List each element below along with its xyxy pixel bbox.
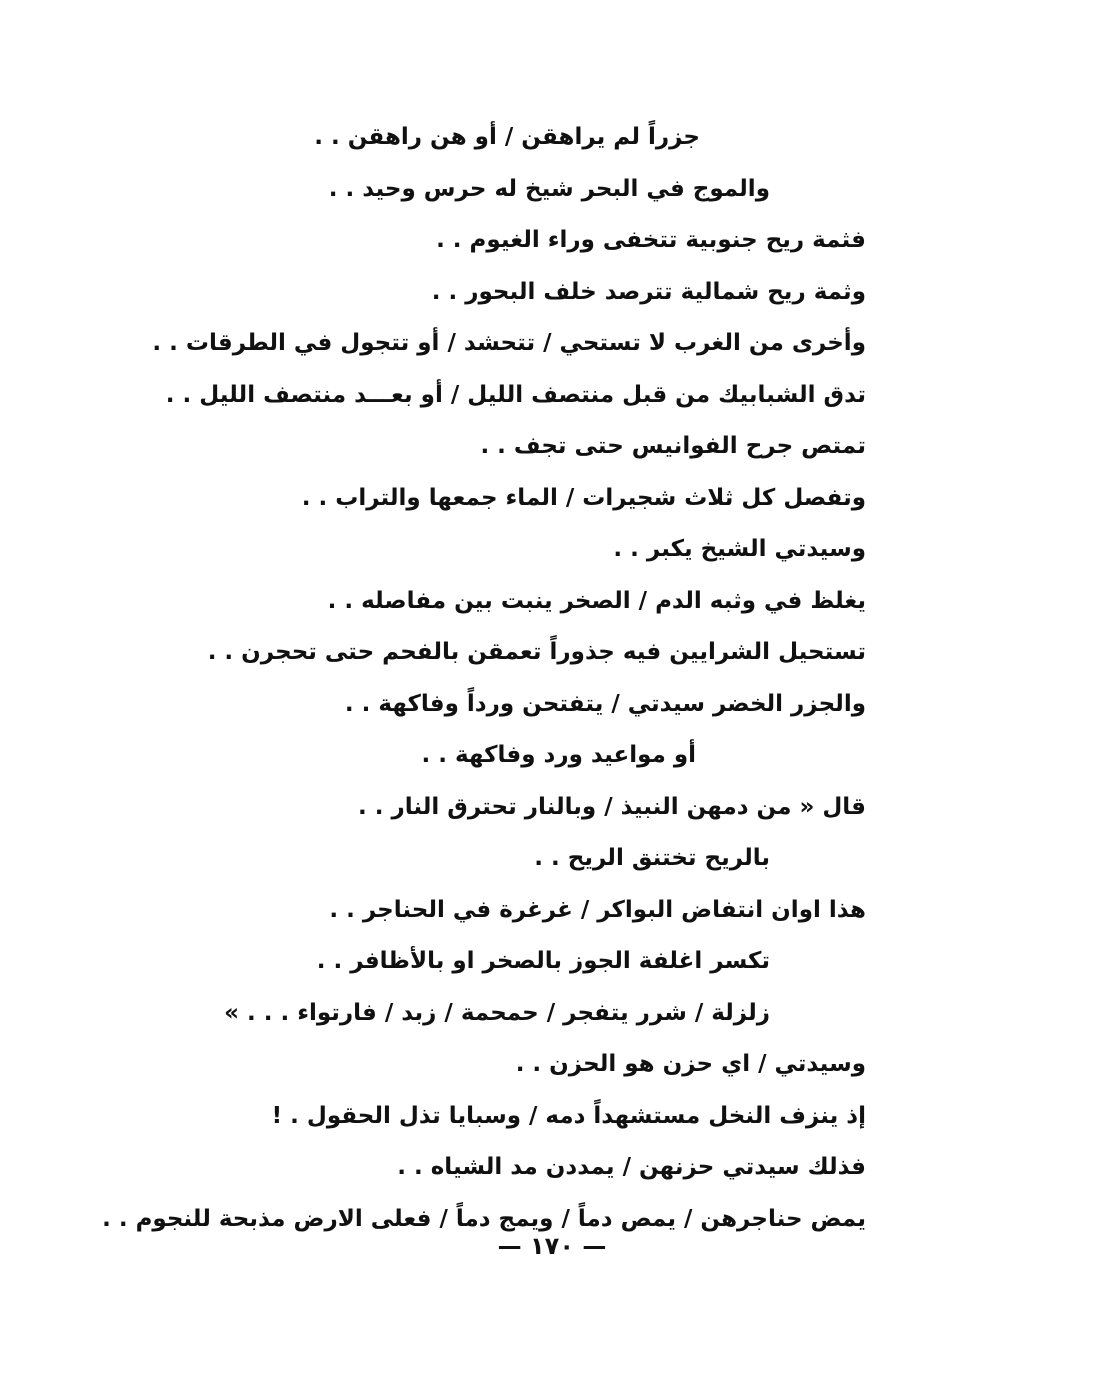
poem-line: والموج في البحر شيخ له حرس وحيد . . bbox=[328, 175, 770, 202]
poem-line: قال « من دمهن النبيذ / وبالنار تحترق النار . . bbox=[357, 793, 866, 820]
poem-line: بالريح تختنق الريح . . bbox=[534, 845, 770, 871]
poem-line: وثمة ريح شمالية تترصد خلف البحور . . bbox=[431, 278, 866, 305]
page-number: — ١٧٠ — bbox=[497, 1232, 607, 1260]
poem-line: فثمة ريح جنوبية تتخفى وراء الغيوم . . bbox=[436, 227, 866, 253]
poem-line: يغلظ في وثبه الدم / الصخر ينبت بين مفاصله . . bbox=[327, 587, 866, 614]
poem-line: وسيدتي الشيخ يكبر . . bbox=[613, 536, 866, 562]
poem-line: وتفصل كل ثلاث شجيرات / الماء جمعها والتراب . . bbox=[301, 484, 866, 511]
poem-line: هذا اوان انتفاض البواكر / غرغرة في الحناجر . . bbox=[329, 896, 866, 923]
poem-line: تدق الشبابيك من قبل منتصف الليل / أو بعـــد منتصف الليل . . bbox=[165, 381, 866, 408]
poem-line: تكسر اغلفة الجوز بالصخر او بالأظافر . . bbox=[316, 948, 770, 974]
poem-line: فذلك سيدتي حزنهن / يمددن مد الشياه . . bbox=[397, 1154, 866, 1180]
poem-line: تستحيل الشرايين فيه جذوراً تعمقن بالفحم حتى تحجرن . . bbox=[207, 639, 866, 665]
poem-line: أو مواعيد ورد وفاكهة . . bbox=[421, 742, 696, 768]
poem-line: زلزلة / شرر يتفجر / حمحمة / زبد / فارتواء . . . » bbox=[224, 999, 770, 1026]
poem-line: يمض حناجرهن / يمص دماً / ويمج دماً / فعلى الارض مذبحة للنجوم . . bbox=[102, 1205, 866, 1232]
poem-line: تمتص جرح الفوانيس حتى تجف . . bbox=[480, 433, 866, 459]
poem-line: جزراً لم يراهقن / أو هن راهقن . . bbox=[314, 124, 700, 150]
poem-line: وأخرى من الغرب لا تستحي / تتحشد / أو تتجول في الطرقات . . bbox=[152, 330, 866, 356]
poem-body bbox=[102, 112, 866, 1245]
poem-line: والجزر الخضر سيدتي / يتفتحن ورداً وفاكهة . . bbox=[344, 690, 866, 717]
poem-line: وسيدتي / اي حزن هو الحزن . . bbox=[515, 1051, 866, 1077]
poem-line: إذ ينزف النخل مستشهداً دمه / وسبايا تذل الحقول . ! bbox=[271, 1102, 866, 1129]
